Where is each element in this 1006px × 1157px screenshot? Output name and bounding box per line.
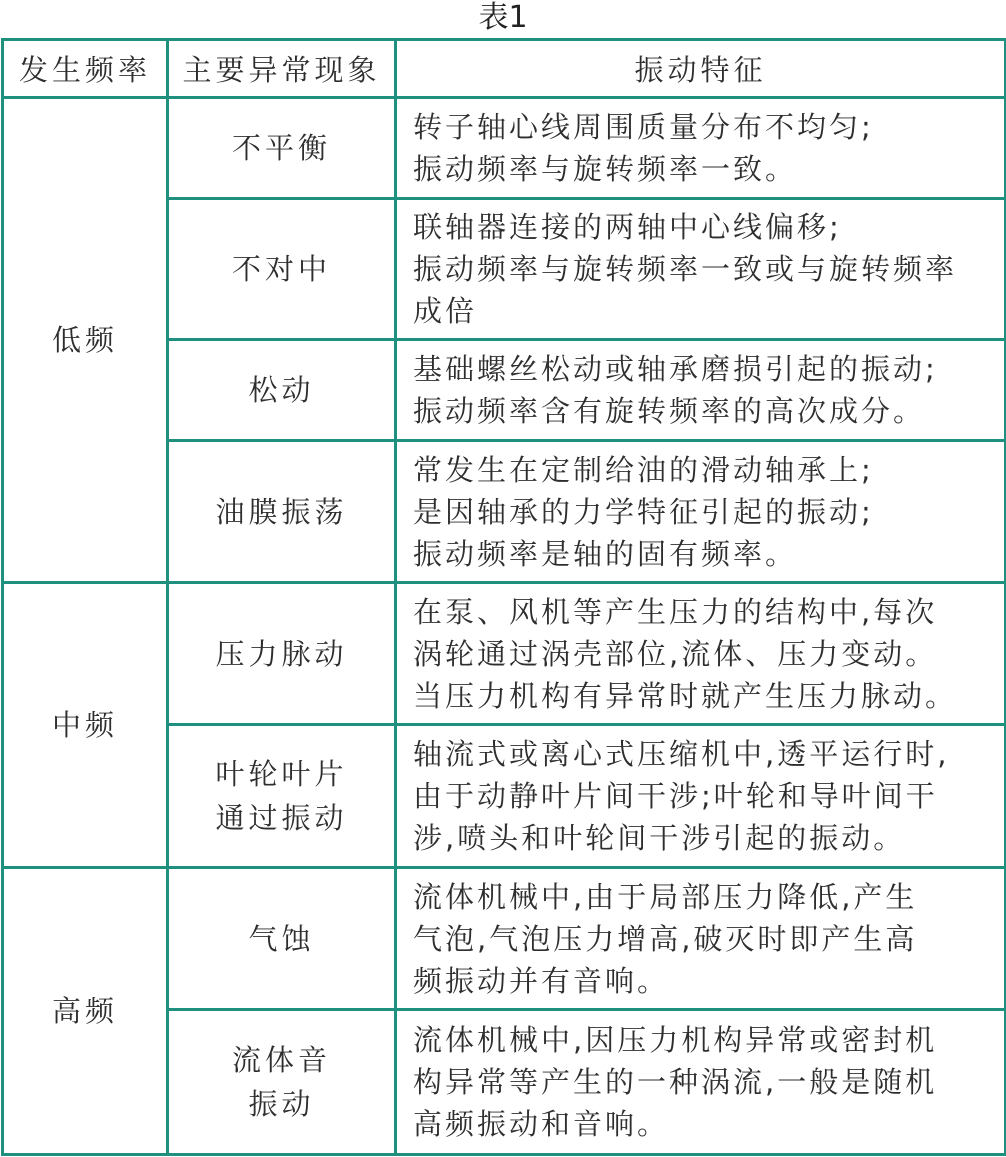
phenomenon-cell: [168, 583, 396, 725]
feature-cell: [396, 868, 1006, 1010]
phenomenon-line: 油膜振荡: [215, 494, 348, 529]
feature-cell: [396, 340, 1006, 441]
feature-line: 振动频率与旋转频率一致。: [413, 152, 798, 186]
phenomenon-line: 振动: [248, 1087, 315, 1121]
phenomenon-line: 流体音: [231, 1043, 331, 1077]
feature-line: 频振动并有音响。: [413, 963, 670, 998]
phenomenon-line: 不平衡: [231, 131, 331, 165]
feature-cell: [396, 583, 1006, 725]
phenomenon-cell: [168, 199, 396, 340]
feature-line: 振动频率含有旋转频率的高次成分。: [413, 394, 926, 428]
phenomenon-cell: [168, 340, 396, 441]
feature-line: 联轴器连接的两轴中心线偏移;: [413, 210, 842, 244]
phenomenon-line: 压力脉动: [215, 636, 348, 671]
frequency-cell: 高频: [3, 868, 168, 1155]
table-row: [3, 868, 1006, 1010]
header-frequency: 发生频率: [3, 40, 168, 98]
feature-line: 常发生在定制给油的滑动轴承上;: [413, 452, 874, 487]
phenomenon-cell: [168, 868, 396, 1010]
phenomenon-line: 通过振动: [215, 801, 348, 835]
feature-line: 轴流式或离心式压缩机中,透平运行时,: [413, 737, 950, 771]
feature-cell: [396, 441, 1006, 583]
feature-line: 气泡,气泡压力增高,破灭时即产生高: [413, 921, 918, 956]
feature-cell: [396, 98, 1006, 199]
feature-line: 转子轴心线周围质量分布不均匀;: [413, 110, 874, 144]
table-row: [3, 98, 1006, 199]
header-feature: 振动特征: [396, 40, 1006, 98]
feature-line: 当压力机构有异常时就产生压力脉动。: [413, 678, 958, 713]
feature-line: 振动频率与旋转频率一致或与旋转频率: [413, 252, 958, 286]
header-phenomenon: 主要异常现象: [168, 40, 396, 98]
phenomenon-line: 气蚀: [248, 921, 315, 956]
feature-line: 成倍: [413, 294, 478, 328]
feature-line: 涉,喷头和叶轮间干涉引起的振动。: [413, 821, 906, 855]
frequency-cell: 低频: [3, 98, 168, 583]
header-row: [3, 40, 1006, 98]
feature-cell: [396, 1010, 1006, 1155]
feature-line: 在泵、风机等产生压力的结构中,每次: [413, 594, 938, 629]
table-row: [3, 583, 1006, 725]
frequency-cell: 中频: [3, 583, 168, 868]
feature-line: 是因轴承的力学特征引起的振动;: [413, 494, 874, 529]
phenomenon-line: 不对中: [231, 252, 331, 286]
phenomenon-cell: [168, 441, 396, 583]
feature-line: 振动频率是轴的固有频率。: [413, 536, 798, 571]
feature-line: 由于动静叶片间干涉;叶轮和导叶间干: [413, 779, 938, 813]
feature-line: 基础螺丝松动或轴承磨损引起的振动;: [413, 352, 938, 386]
phenomenon-cell: [168, 98, 396, 199]
phenomenon-line: 松动: [248, 373, 315, 407]
phenomenon-line: 叶轮叶片: [215, 757, 348, 791]
phenomenon-cell: [168, 725, 396, 868]
feature-line: 流体机械中,因压力机构异常或密封机: [413, 1023, 938, 1057]
feature-cell: [396, 199, 1006, 340]
phenomenon-cell: [168, 1010, 396, 1155]
feature-cell: [396, 725, 1006, 868]
feature-line: 高频振动和音响。: [413, 1107, 670, 1141]
feature-line: 构异常等产生的一种涡流,一般是随机: [413, 1065, 938, 1099]
feature-line: 流体机械中,由于局部压力降低,产生: [413, 879, 918, 914]
table-title: 表1: [478, 0, 528, 35]
feature-line: 涡轮通过涡壳部位,流体、压力变动。: [413, 636, 938, 671]
vibration-table: [1, 38, 1006, 1156]
